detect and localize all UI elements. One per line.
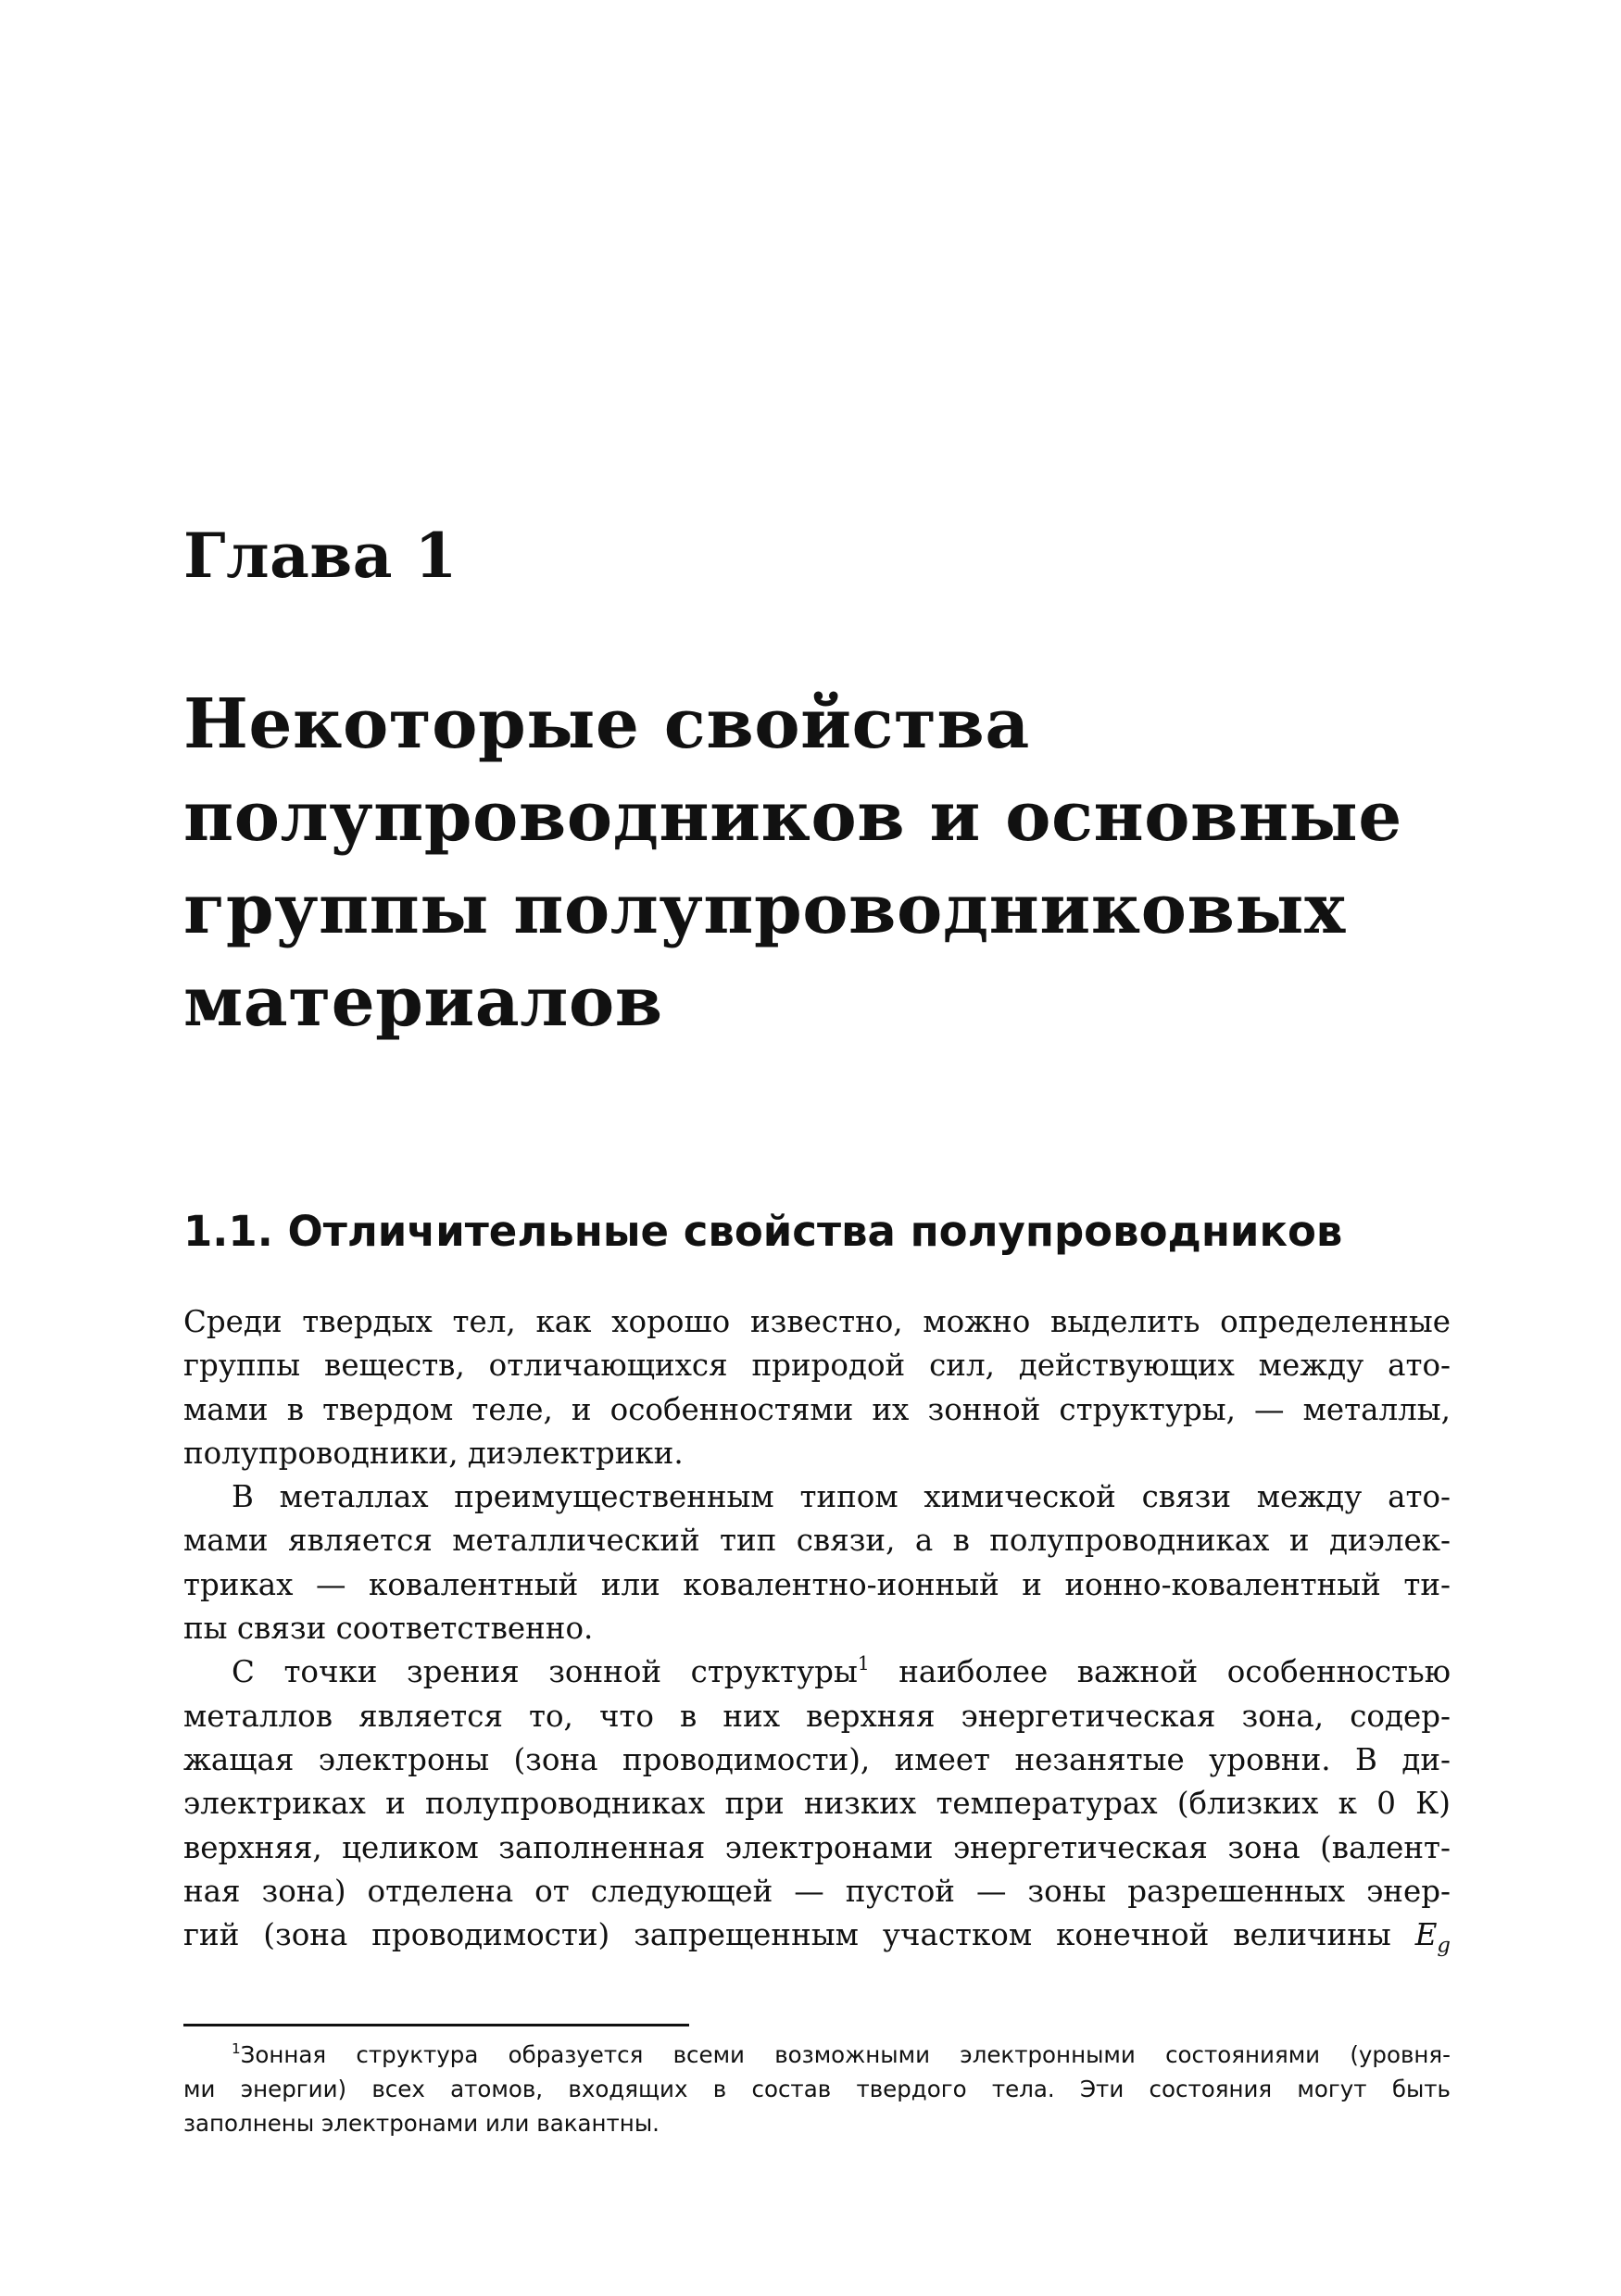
text-fragment: гий (зона проводимости) запрещенным участком конечной величины	[183, 1917, 1415, 1953]
chapter-title-line: материалов	[183, 962, 663, 1042]
text-line: верхняя, целиком заполненная электронами энергетическая зона (валент-	[183, 1829, 1451, 1865]
footnote-line	[183, 2038, 1451, 2072]
text-line: ная зона) отделена от следующей — пустой — зоны разрешенных энер-	[183, 1873, 1451, 1909]
chapter-label: Глава 1	[183, 520, 458, 592]
math-symbol-base: E	[1414, 1917, 1438, 1953]
text-line: пы связи соответственно.	[183, 1611, 594, 1647]
text-line: электриках и полупроводниках при низких температурах (близких к 0 К)	[183, 1786, 1451, 1822]
text-line: мами в твердом теле, и особенностями их зонной структуры, — металлы,	[183, 1391, 1451, 1427]
section-heading: 1.1. Отличительные свойства полупроводников	[183, 1207, 1343, 1256]
text-fragment: Зонная структура образуется всеми возможными электронными состояниями (уровня-	[240, 2041, 1451, 2068]
text-line	[183, 1650, 1451, 1694]
chapter-title-line: группы полупроводниковых	[183, 870, 1346, 949]
math-symbol-subscript: g	[1437, 1933, 1451, 1958]
text-line: жащая электроны (зона проводимости), имеет незанятые уровни. В ди-	[183, 1741, 1451, 1777]
text-line	[183, 1913, 1451, 1957]
footnote-reference: 1	[857, 1652, 870, 1675]
footnote-line: ми энергии) всех атомов, входящих в состав твердого тела. Эти состояния могут быть	[183, 2076, 1451, 2102]
text-line: полупроводники, диэлектрики.	[183, 1435, 684, 1471]
math-symbol	[1414, 1917, 1451, 1958]
text-line: Среди твердых тел, как хорошо известно, можно выделить определенные	[183, 1304, 1451, 1339]
text-fragment: наиболее важной особенностью	[869, 1654, 1451, 1690]
text-line: мами является металлический тип связи, а в полупроводниках и диэлек-	[183, 1523, 1451, 1559]
footnote	[183, 2038, 1451, 2140]
paragraph	[183, 1300, 1451, 1475]
chapter-title	[183, 678, 1451, 1048]
text-line: триках — ковалентный или ковалентно-ионный и ионно-ковалентный ти-	[183, 1566, 1451, 1602]
paragraph	[183, 1475, 1451, 1650]
text-line: В металлах преимущественным типом химической связи между ато-	[232, 1479, 1451, 1515]
footnote-mark: 1	[232, 2040, 241, 2058]
paragraph	[183, 1650, 1451, 1957]
footnote-separator	[183, 2024, 689, 2026]
text-line: металлов является то, что в них верхняя энергетическая зона, содер-	[183, 1698, 1451, 1734]
footnote-line: заполнены электронами или вакантны.	[183, 2110, 660, 2137]
chapter-title-line: Некоторые свойства	[183, 684, 1030, 764]
text-line: группы веществ, отличающихся природой сил, действующих между ато-	[183, 1348, 1451, 1384]
body-text	[183, 1300, 1451, 1957]
book-page	[183, 0, 1451, 2296]
text-fragment: С точки зрения зонной структуры	[232, 1654, 858, 1690]
chapter-title-line: полупроводников и основные	[183, 777, 1402, 857]
